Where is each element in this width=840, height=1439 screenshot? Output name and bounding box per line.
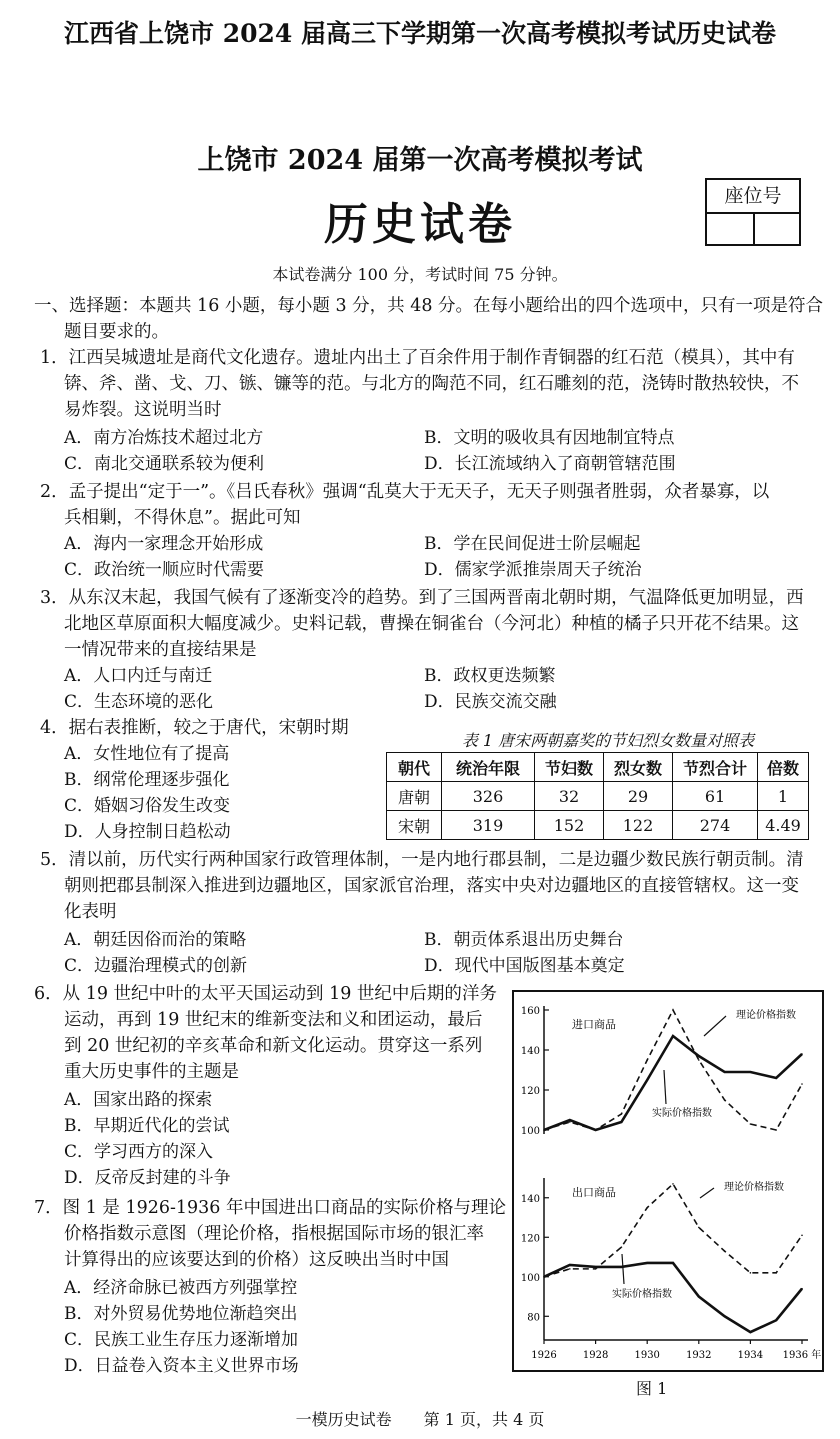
- question-4-option-d[interactable]: D．人身控制日趋松动: [64, 822, 231, 842]
- question-1-stem: 锛、斧、凿、戈、刀、镞、镰等的范。与北方的陶范不同，红石雕刻的范，浇铸时散热较快，不: [64, 374, 799, 394]
- question-6-option-d[interactable]: D．反帝反封建的斗争: [64, 1168, 231, 1188]
- comparison-table: [386, 752, 809, 840]
- price-index-chart: [514, 992, 822, 1370]
- x-tick-label: 1932: [686, 1350, 712, 1361]
- actual-price-point: [801, 1288, 803, 1290]
- y-tick-label: 140: [520, 1046, 540, 1057]
- table-cell: 32: [535, 782, 604, 811]
- theoretical-price-point: [672, 1009, 674, 1011]
- table-cell: 4.49: [758, 811, 809, 840]
- question-7-stem: 计算得出的应该要达到的价格）这反映出当时中国: [64, 1250, 449, 1270]
- document-title: 江西省上饶市 2024 届高三下学期第一次高考模拟考试历史试卷: [64, 19, 776, 48]
- seat-label: 座位号: [707, 180, 799, 214]
- figure-1-frame: [512, 990, 824, 1372]
- seat-cell-left[interactable]: [707, 214, 753, 246]
- table-cell: 29: [604, 782, 673, 811]
- page-footer: 一模历史试卷 第 1 页，共 4 页: [295, 1410, 545, 1429]
- question-6-stem: 运动，再到 19 世纪末的维新变法和义和团运动，最后: [64, 1010, 483, 1030]
- x-tick-label: 1936 年: [782, 1350, 822, 1361]
- actual-price-point: [724, 1315, 726, 1317]
- question-5-stem: 朝则把郡县制深入推进到边疆地区，国家派官治理，落实中央对边疆地区的直接管辖权。这一变: [64, 876, 799, 896]
- x-tick-label: 1930: [634, 1350, 660, 1361]
- question-2-option-d[interactable]: D．儒家学派推崇周天子统治: [424, 560, 642, 580]
- exam-note: 本试卷满分 100 分，考试时间 75 分钟。: [272, 265, 568, 284]
- question-1-option-a[interactable]: A．南方冶炼技术超过北方: [64, 428, 264, 448]
- table-header: 烈女数: [604, 753, 673, 782]
- question-6-option-c[interactable]: C．学习西方的深入: [64, 1142, 214, 1162]
- question-2-option-c[interactable]: C．政治统一顺应时代需要: [64, 560, 265, 580]
- y-tick-label: 160: [520, 1006, 540, 1017]
- theoretical-price-point: [724, 1099, 726, 1101]
- question-3-option-c[interactable]: C．生态环境的恶化: [64, 692, 214, 712]
- theoretical-price-point: [621, 1246, 623, 1248]
- actual-price-point: [646, 1079, 648, 1081]
- actual-price-point: [672, 1262, 674, 1264]
- actual-price-point: [750, 1331, 752, 1333]
- table-header: 节烈合计: [673, 753, 758, 782]
- table-header: 倍数: [758, 753, 809, 782]
- theoretical-price-point: [569, 1268, 571, 1270]
- actual-price-point: [646, 1262, 648, 1264]
- panel-title: 进口商品: [572, 1018, 616, 1031]
- question-3-option-b[interactable]: B．政权更迭频繁: [424, 666, 556, 686]
- theoretical-price-point: [646, 1207, 648, 1209]
- question-7-option-c[interactable]: C．民族工业生存压力逐渐增加: [64, 1330, 299, 1350]
- question-6-stem: 6．从 19 世纪中叶的太平天国运动到 19 世纪中后期的洋务: [34, 984, 497, 1004]
- y-tick-label: 100: [520, 1126, 540, 1137]
- question-3-stem: 北地区草原面积大幅度减少。史料记载，曹操在铜雀台（今河北）种植的橘子只开花不结果。这: [64, 614, 799, 634]
- label-arrow: [700, 1188, 714, 1198]
- question-6-stem: 到 20 世纪初的辛亥革命和新文化运动。贯穿这一系列: [64, 1036, 483, 1056]
- actual-price-point: [621, 1121, 623, 1123]
- theoretical-price-point: [775, 1129, 777, 1131]
- table-cell: 唐朝: [387, 782, 442, 811]
- x-tick-label: 1934: [737, 1350, 764, 1361]
- y-tick-label: 120: [520, 1233, 540, 1245]
- series-label: 理论价格指数: [736, 1010, 796, 1021]
- seat-number-box: [705, 178, 801, 246]
- table-row: [387, 782, 809, 811]
- question-7-stem: 7．图 1 是 1926-1936 年中国进出口商品的实际价格与理论: [34, 1198, 507, 1218]
- question-6-option-b[interactable]: B．早期近代化的尝试: [64, 1116, 230, 1136]
- theoretical-price-point: [724, 1250, 726, 1252]
- question-3-option-a[interactable]: A．人口内迁与南迁: [64, 666, 213, 686]
- label-arrow: [664, 1070, 666, 1104]
- table-caption: 表 1 唐宋两朝嘉奖的节妇烈女数量对照表: [461, 731, 755, 750]
- x-tick-label: 1926: [531, 1350, 557, 1361]
- question-1-option-c[interactable]: C．南北交通联系较为便利: [64, 454, 265, 474]
- actual-price-point: [595, 1266, 597, 1268]
- question-1-option-d[interactable]: D．长江流域纳入了商朝管辖范围: [424, 454, 676, 474]
- table-cell: 326: [442, 782, 535, 811]
- panel-title: 出口商品: [572, 1186, 616, 1199]
- actual-price-point: [775, 1077, 777, 1079]
- series-label: 实际价格指数: [652, 1108, 712, 1119]
- table-cell: 152: [535, 811, 604, 840]
- question-5-option-d[interactable]: D．现代中国版图基本奠定: [424, 956, 625, 976]
- y-tick-label: 100: [520, 1272, 540, 1284]
- question-5-option-a[interactable]: A．朝廷因俗而治的策略: [64, 930, 247, 950]
- question-5-option-c[interactable]: C．边疆治理模式的创新: [64, 956, 248, 976]
- actual-price-point: [543, 1129, 545, 1131]
- table-cell: 319: [442, 811, 535, 840]
- theoretical-price-point: [621, 1113, 623, 1115]
- actual-price-point: [543, 1276, 545, 1278]
- question-4-stem: 4．据右表推断，较之于唐代，宋朝时期: [40, 718, 349, 738]
- label-arrow: [622, 1254, 624, 1284]
- figure-caption: 图 1: [636, 1379, 668, 1398]
- question-7-option-d[interactable]: D．日益卷入资本主义世界市场: [64, 1356, 299, 1376]
- series-label: 实际价格指数: [612, 1289, 672, 1300]
- question-7-option-b[interactable]: B．对外贸易优势地位渐趋突出: [64, 1304, 298, 1324]
- table-header: 朝代: [387, 753, 442, 782]
- question-7-stem: 价格指数示意图（理论价格，指根据国际市场的银汇率: [64, 1224, 484, 1244]
- actual-price-point: [698, 1055, 700, 1057]
- question-2-stem: 兵相剿，不得休息”。据此可知: [64, 508, 301, 528]
- label-arrow: [704, 1016, 726, 1036]
- exam-title: 上饶市 2024 届第一次高考模拟考试: [197, 145, 643, 176]
- actual-price-point: [775, 1319, 777, 1321]
- question-1-stem: 1．江西吴城遗址是商代文化遗存。遗址内出土了百余件用于制作青铜器的红石范（模具），其中有: [40, 348, 795, 368]
- question-1-option-b[interactable]: B．文明的吸收具有因地制宜特点: [424, 428, 675, 448]
- actual-price-point: [750, 1071, 752, 1073]
- theoretical-price-point: [698, 1059, 700, 1061]
- actual-price-point: [595, 1129, 597, 1131]
- table-header: 节妇数: [535, 753, 604, 782]
- question-3-stem: 3．从东汉末起，我国气候有了逐渐变冷的趋势。到了三国两晋南北朝时期，气温降低更加明显，西: [40, 588, 804, 608]
- table-cell: 宋朝: [387, 811, 442, 840]
- section-instructions-cont: 题目要求的。: [64, 322, 169, 342]
- table-cell: 1: [758, 782, 809, 811]
- y-tick-label: 120: [520, 1086, 540, 1097]
- theoretical-price-point: [775, 1272, 777, 1274]
- question-4-option-b[interactable]: B．纲常伦理逐步强化: [64, 770, 230, 790]
- table-header: 统治年限: [442, 753, 535, 782]
- y-tick-label: 80: [527, 1312, 540, 1324]
- question-1-stem: 易炸裂。这说明当时: [64, 400, 222, 420]
- theoretical-price-point: [801, 1234, 803, 1236]
- actual-price-point: [569, 1264, 571, 1266]
- theoretical-price-point: [672, 1183, 674, 1185]
- theoretical-price-point: [595, 1268, 597, 1270]
- theoretical-price-point: [801, 1083, 803, 1085]
- theoretical-price-point: [646, 1059, 648, 1061]
- table-cell: 61: [673, 782, 758, 811]
- actual-price-point: [724, 1071, 726, 1073]
- question-2-option-b[interactable]: B．学在民间促进士阶层崛起: [424, 534, 641, 554]
- question-4-option-c[interactable]: C．婚姻习俗发生改变: [64, 796, 231, 816]
- question-6-option-a[interactable]: A．国家出路的探索: [64, 1090, 213, 1110]
- question-4-option-a[interactable]: A．女性地位有了提高: [64, 744, 230, 764]
- seat-cell-right[interactable]: [753, 214, 801, 246]
- question-3-option-d[interactable]: D．民族交流交融: [424, 692, 557, 712]
- table-row: [387, 811, 809, 840]
- subject-title: 历史试卷: [324, 199, 516, 250]
- question-2-stem: 2．孟子提出“定于一”。《吕氏春秋》强调“乱莫大于无天子，无天子则强者胜弱，众者暴寡，以: [40, 482, 770, 502]
- question-3-stem: 一情况带来的直接结果是: [64, 640, 257, 660]
- actual-price-point: [698, 1296, 700, 1298]
- actual-price-point: [621, 1266, 623, 1268]
- actual-price-point: [569, 1119, 571, 1121]
- x-tick-label: 1928: [582, 1350, 609, 1361]
- question-5-stem: 化表明: [64, 902, 117, 922]
- question-2-option-a[interactable]: A．海内一家理念开始形成: [64, 534, 264, 554]
- actual-price-point: [801, 1053, 803, 1055]
- y-tick-label: 140: [520, 1193, 540, 1205]
- question-5-stem: 5．清以前，历代实行两种国家行政管理体制，一是内地行郡县制，二是边疆少数民族行朝贡制。清: [40, 850, 804, 870]
- theoretical-price-point: [750, 1272, 752, 1274]
- series-label: 理论价格指数: [724, 1182, 784, 1193]
- question-6-stem: 重大历史事件的主题是: [64, 1062, 239, 1082]
- question-7-option-a[interactable]: A．经济命脉已被西方列强掌控: [64, 1278, 298, 1298]
- section-instructions: 一、选择题：本题共 16 小题，每小题 3 分，共 48 分。在每小题给出的四个选项中，只有一项是符合: [34, 296, 824, 316]
- question-5-option-b[interactable]: B．朝贡体系退出历史舞台: [424, 930, 624, 950]
- theoretical-price-point: [698, 1227, 700, 1229]
- actual-price-point: [672, 1035, 674, 1037]
- table-cell: 274: [673, 811, 758, 840]
- table-cell: 122: [604, 811, 673, 840]
- theoretical-price-point: [750, 1123, 752, 1125]
